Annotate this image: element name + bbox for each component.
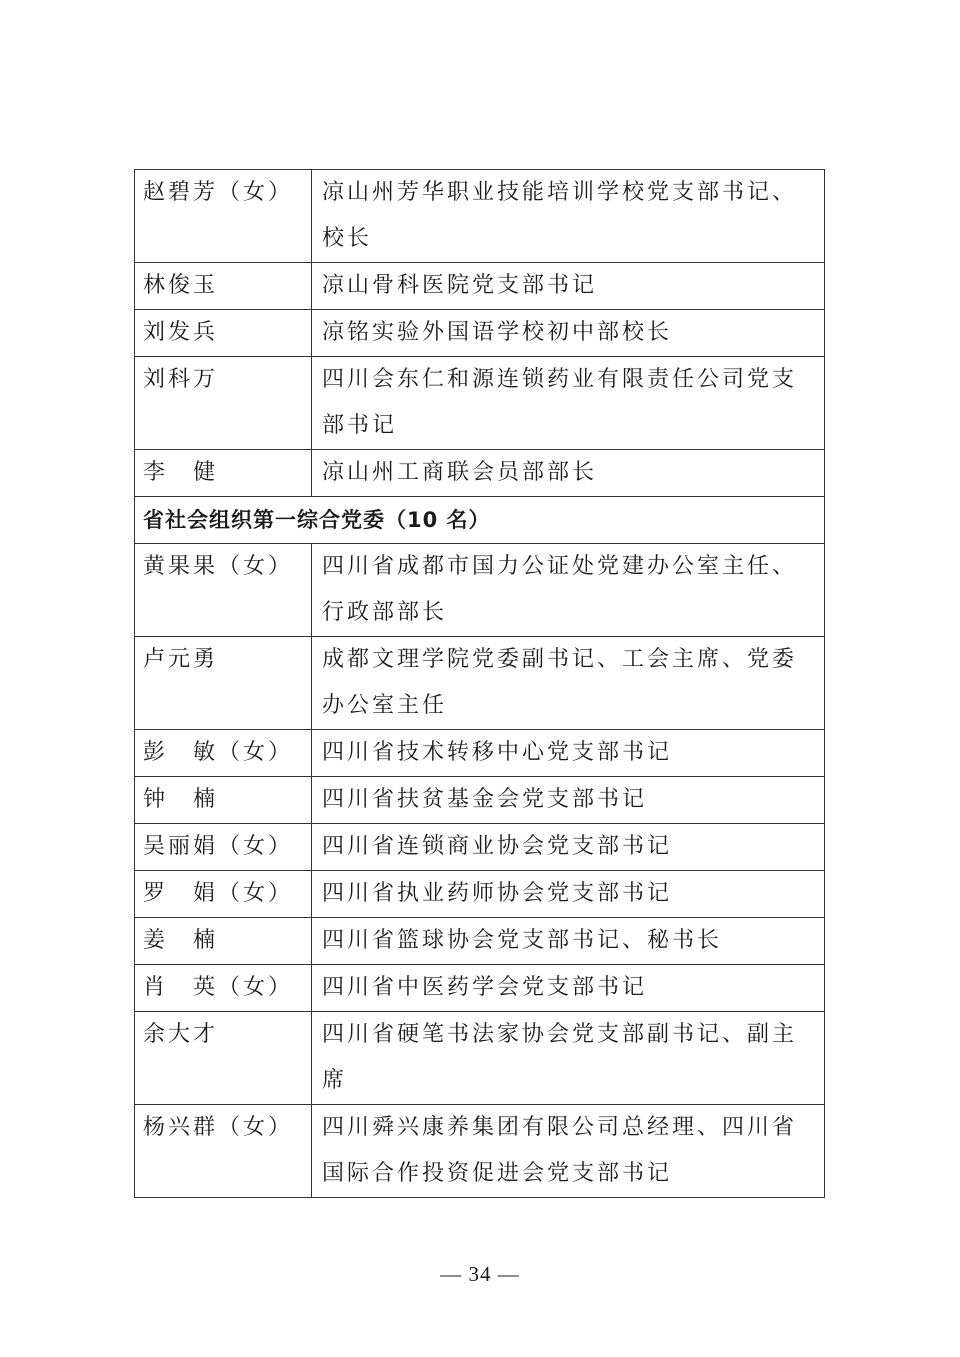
person-name: 罗 娟（女） [135, 871, 312, 918]
person-position: 四川省硬笔书法家协会党支部副书记、副主席 [312, 1012, 825, 1105]
table-row [135, 1012, 825, 1105]
table-row [135, 170, 825, 263]
table-row [135, 824, 825, 871]
table-row [135, 730, 825, 777]
table-row [135, 777, 825, 824]
person-position: 四川省连锁商业协会党支部书记 [312, 824, 825, 871]
person-name: 余大才 [135, 1012, 312, 1105]
person-name: 钟 楠 [135, 777, 312, 824]
person-name: 杨兴群（女） [135, 1105, 312, 1198]
table-row [135, 918, 825, 965]
person-position: 凉山州芳华职业技能培训学校党支部书记、校长 [312, 170, 825, 263]
person-name: 赵碧芳（女） [135, 170, 312, 263]
person-position: 四川省扶贫基金会党支部书记 [312, 777, 825, 824]
person-name: 彭 敏（女） [135, 730, 312, 777]
person-position: 四川省篮球协会党支部书记、秘书长 [312, 918, 825, 965]
name-list-table [134, 169, 825, 1198]
person-position: 凉山州工商联会员部部长 [312, 450, 825, 497]
person-name: 吴丽娟（女） [135, 824, 312, 871]
person-position: 凉山骨科医院党支部书记 [312, 263, 825, 310]
person-name: 肖 英（女） [135, 965, 312, 1012]
person-name: 李 健 [135, 450, 312, 497]
person-position: 四川省技术转移中心党支部书记 [312, 730, 825, 777]
person-name: 姜 楠 [135, 918, 312, 965]
person-position: 四川舜兴康养集团有限公司总经理、四川省国际合作投资促进会党支部书记 [312, 1105, 825, 1198]
person-position: 四川省成都市国力公证处党建办公室主任、行政部部长 [312, 544, 825, 637]
person-position: 凉铭实验外国语学校初中部校长 [312, 310, 825, 357]
table-row [135, 871, 825, 918]
person-name: 刘发兵 [135, 310, 312, 357]
section-row [135, 497, 825, 544]
table-row [135, 310, 825, 357]
person-position: 四川会东仁和源连锁药业有限责任公司党支部书记 [312, 357, 825, 450]
section-heading: 省社会组织第一综合党委（10 名） [135, 497, 825, 544]
person-name: 黄果果（女） [135, 544, 312, 637]
person-name: 刘科万 [135, 357, 312, 450]
table-row [135, 357, 825, 450]
person-position: 成都文理学院党委副书记、工会主席、党委办公室主任 [312, 637, 825, 730]
table-row [135, 544, 825, 637]
table-row [135, 450, 825, 497]
table-row [135, 263, 825, 310]
page-number: — 34 — [440, 1262, 520, 1286]
person-position: 四川省中医药学会党支部书记 [312, 965, 825, 1012]
person-position: 四川省执业药师协会党支部书记 [312, 871, 825, 918]
table-row [135, 1105, 825, 1198]
table-row [135, 637, 825, 730]
person-name: 卢元勇 [135, 637, 312, 730]
person-name: 林俊玉 [135, 263, 312, 310]
table-row [135, 965, 825, 1012]
